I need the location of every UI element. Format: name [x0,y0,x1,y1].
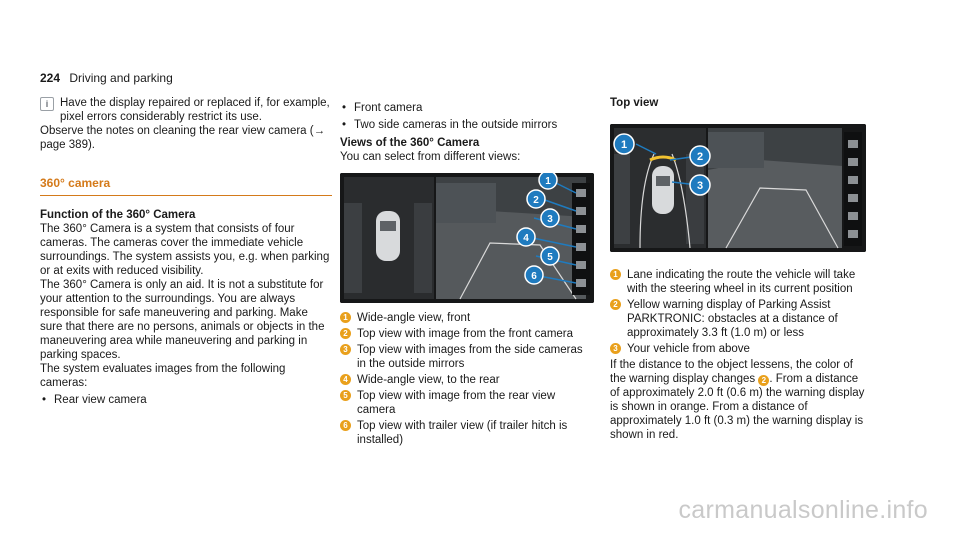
car-top-icon [376,211,400,261]
list-item: 2 Top view with image from the front camera [340,327,594,341]
column-middle [340,96,594,449]
list-item: • Front camera [340,101,594,115]
column-left [40,96,332,410]
callout-2: 2 [696,151,704,163]
aid-text: The 360° Camera is only an aid. It is not a substitute for your attention to the surroundings. You are always responsible for safe maneuvering and parking. Make sure that there are no persons, animals or objects in the maneuvering area while maneuvering and parking in parking spaces. [40,279,325,361]
function-text: The 360° Camera is a system that consists of four cameras. The cameras cover the immediate vehicle surroundings. The system assists you, e.g. when parking or at exits with reduced visibility. [40,223,330,277]
function-title: Function of the 360° Camera [40,209,196,221]
number-badge: 5 [340,390,351,401]
number-badge: 3 [610,343,621,354]
page-number: 224 [40,71,61,85]
top-view-title: Top view [610,97,659,109]
evaluates-text: The system evaluates images from the following cameras: [40,363,286,389]
views-screenshot [340,173,594,303]
number-badge: 1 [610,269,621,280]
top-view-list [610,268,866,356]
number-badge: 3 [340,344,351,355]
list-item: • Rear view camera [40,393,332,407]
views-list [340,311,594,447]
views-title: Views of the 360° Camera [340,137,480,149]
car-top-icon [652,166,674,214]
number-badge: 6 [340,420,351,431]
page-header [40,71,173,85]
callout-3: 3 [696,180,704,192]
list-item: 5 Top view with image from the rear view camera [340,389,594,417]
list-item: • Two side cameras in the outside mirrors [340,118,594,132]
callout-1: 1 [620,139,628,151]
camera-list-cont [340,101,594,132]
number-badge: 1 [340,312,351,323]
callout-3: 3 [547,214,553,225]
callout-6: 6 [531,271,537,282]
list-item: 3 Top view with images from the side cameras in the outside mirrors [340,343,594,371]
watermark: carmanualsonline.info [678,496,928,524]
views-intro: You can select from different views: [340,151,521,163]
list-item: 2 Yellow warning display of Parking Assist PARKTRONIC: obstacles at a distance of approximately 3.3 ft (1.0 m) or less [610,298,866,340]
list-item: 1 Lane indicating the route the vehicle will take with the steering wheel in its current position [610,268,866,296]
observe-text: Observe the notes on cleaning the rear view camera (→ page 389). [40,125,326,151]
callout-1: 1 [545,176,551,187]
list-item: 4 Wide-angle view, to the rear [340,373,594,387]
callout-5: 5 [547,252,553,263]
note [40,96,332,124]
number-badge: 2 [758,375,769,386]
number-badge: 2 [340,328,351,339]
info-icon: i [40,97,54,111]
section-title: 360° camera [40,176,332,196]
callout-4: 4 [523,233,529,244]
camera-list [40,393,332,407]
list-item: 6 Top view with trailer view (if trailer hitch is installed) [340,419,594,447]
note-text: Have the display repaired or replaced if, for example, pixel errors considerably restrict its use. [60,97,330,123]
top-view-screenshot [610,124,866,252]
list-item: 3 Your vehicle from above [610,342,866,356]
number-badge: 4 [340,374,351,385]
distance-paragraph: If the distance to the object lessens, the color of the warning display changes 2 . From a distance of approximately 2.0 ft (0.6 m) the warning display is shown in orange. From a distance of approximately 1.0 ft (0.3 m) the warning display is shown in red. [610,359,865,441]
column-right [610,96,866,442]
section-name: Driving and parking [69,71,173,85]
list-item: 1 Wide-angle view, front [340,311,594,325]
number-badge: 2 [610,299,621,310]
callout-2: 2 [533,195,539,206]
